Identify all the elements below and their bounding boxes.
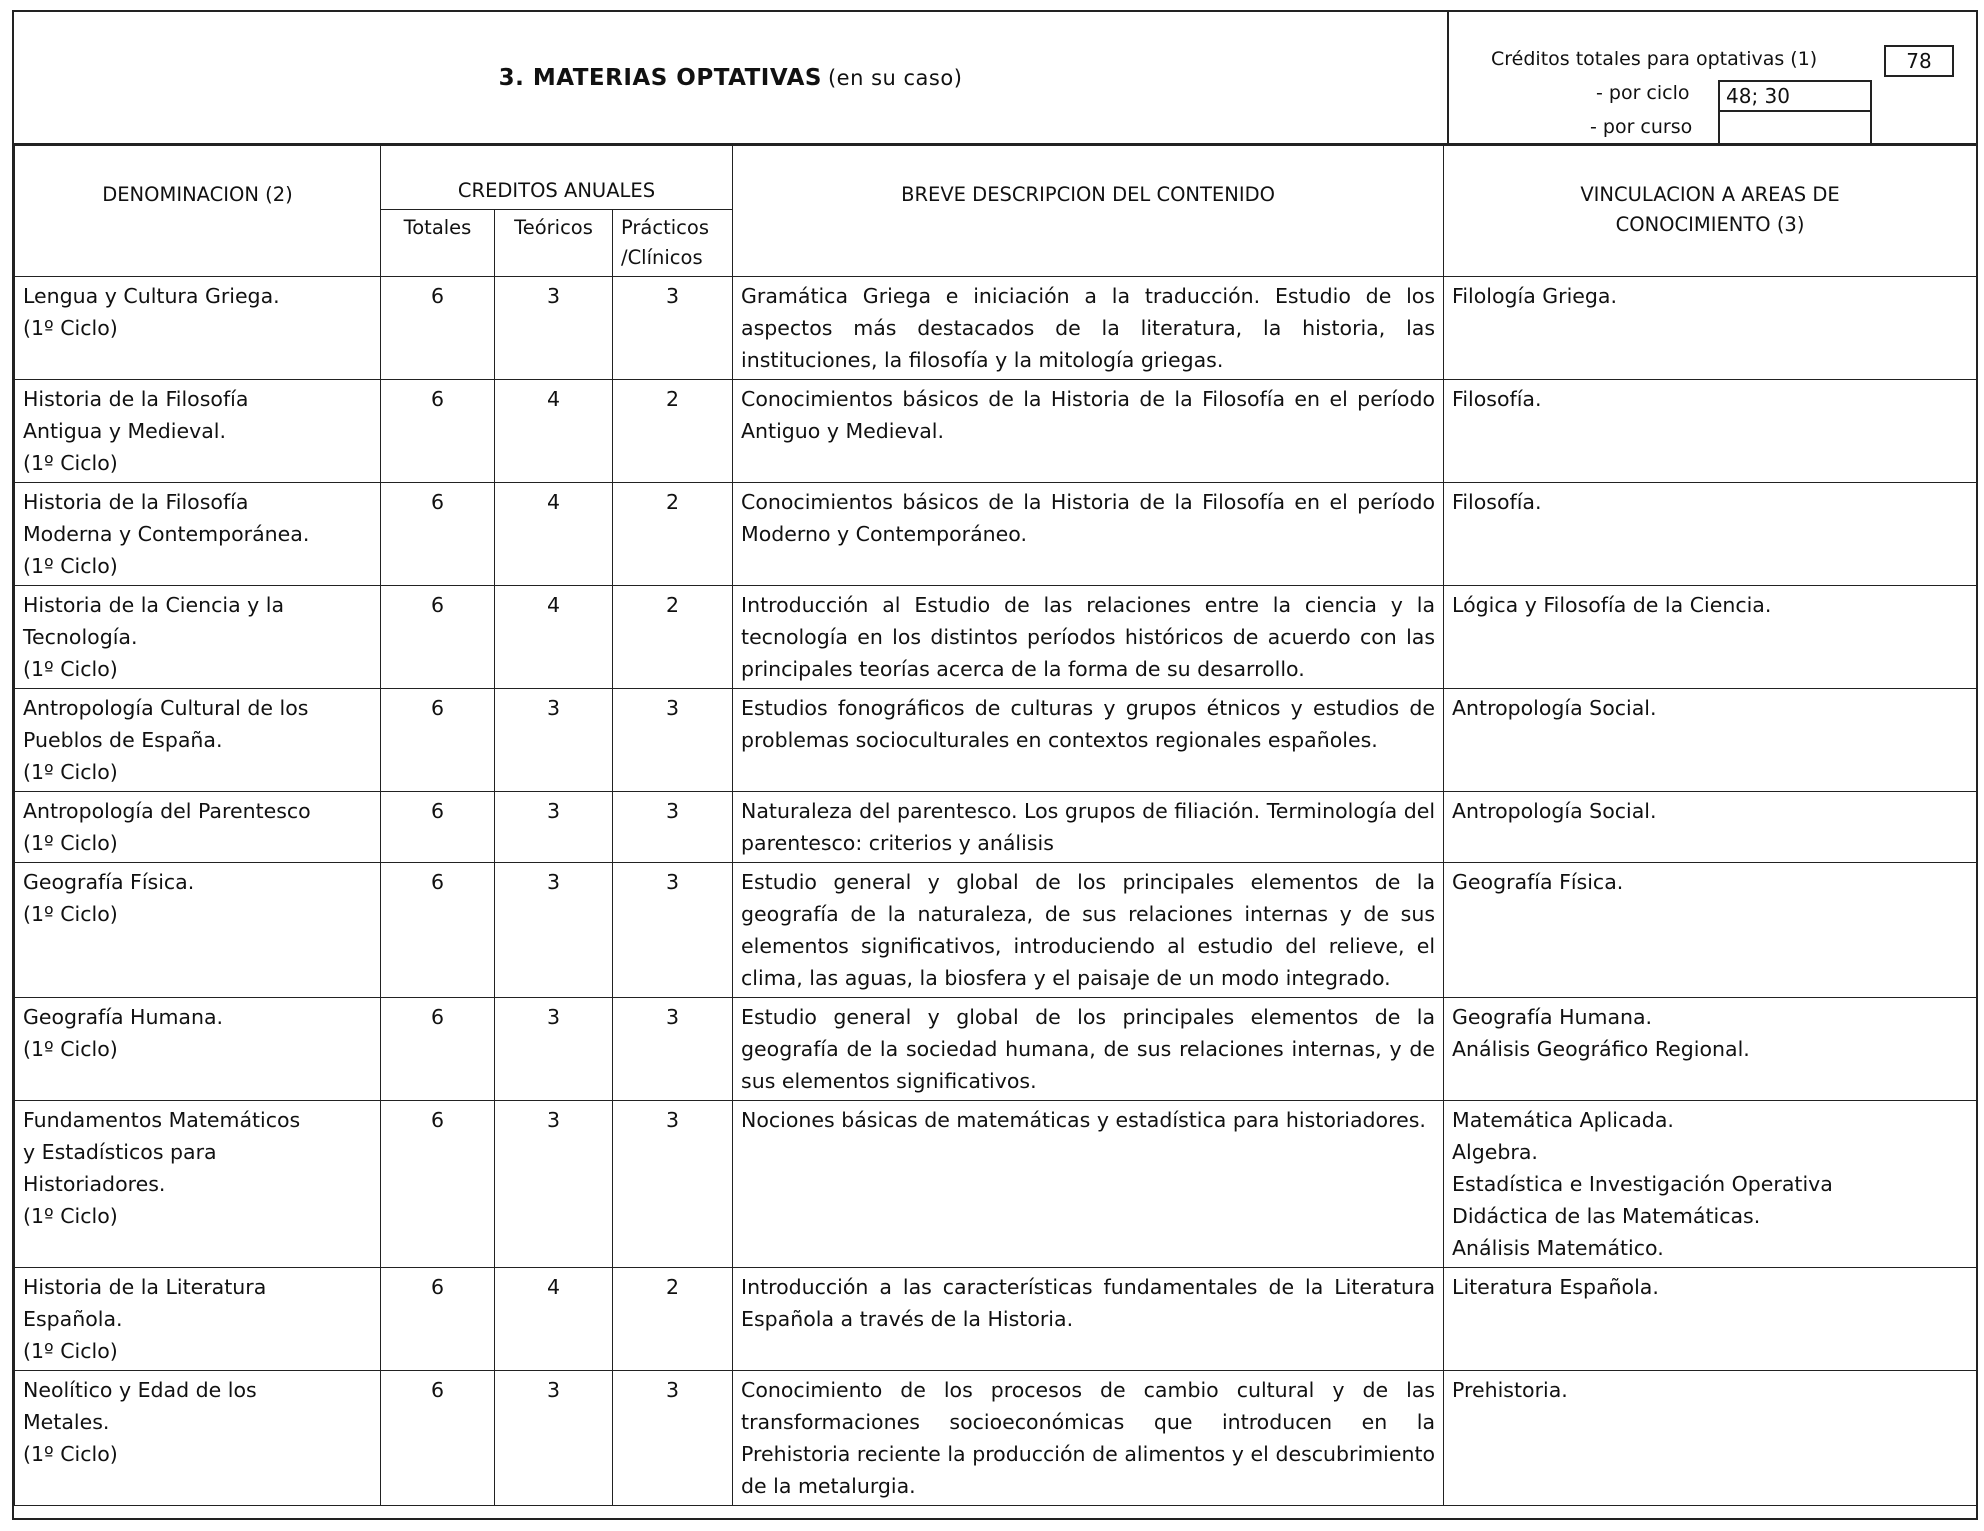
credits-practicos: 3 (613, 689, 733, 792)
credits-totales: 6 (381, 483, 495, 586)
knowledge-area: Matemática Aplicada. (1452, 1108, 1674, 1132)
col-teoricos-header: Teóricos (495, 210, 613, 277)
table-row (15, 689, 1977, 792)
subject-description: Conocimientos básicos de la Historia de la Filosofía en el período Moderno y Contemporáneo. (733, 483, 1444, 586)
credits-practicos: 3 (613, 1101, 733, 1268)
credits-totales: 6 (381, 792, 495, 863)
credits-practicos: 3 (613, 792, 733, 863)
subject-name (15, 483, 381, 586)
subject-name-line: Historia de la Literatura (23, 1275, 267, 1299)
optativas-table (14, 145, 1977, 1506)
credits-teoricos: 3 (495, 1371, 613, 1506)
credits-teoricos: 3 (495, 863, 613, 998)
subject-name-line: (1º Ciclo) (23, 1339, 118, 1363)
subject-name-line: (1º Ciclo) (23, 760, 118, 784)
table-row (15, 863, 1977, 998)
col-creditos-header: CREDITOS ANUALES (381, 146, 733, 210)
subject-name (15, 380, 381, 483)
subject-name-line: Historia de la Filosofía (23, 387, 249, 411)
col-denominacion-header: DENOMINACION (2) (15, 146, 381, 277)
knowledge-areas (1444, 1371, 1977, 1506)
col-vinculacion-header: VINCULACION A AREAS DE CONOCIMIENTO (3) (1444, 146, 1977, 277)
subject-description: Conocimientos básicos de la Historia de la Filosofía en el período Antiguo y Medieval. (733, 380, 1444, 483)
credits-totales: 6 (381, 1371, 495, 1506)
subject-description: Nociones básicas de matemáticas y estadística para historiadores. (733, 1101, 1444, 1268)
subject-description: Naturaleza del parentesco. Los grupos de filiación. Terminología del parentesco: criterios y análisis (733, 792, 1444, 863)
table-row (15, 586, 1977, 689)
subject-name (15, 1371, 381, 1506)
table-row (15, 1268, 1977, 1371)
per-ciclo-value: 48; 30 (1718, 80, 1872, 112)
subject-name-line: Moderna y Contemporánea. (23, 522, 310, 546)
credits-totales: 6 (381, 1101, 495, 1268)
section-title (14, 12, 1449, 143)
subject-name-line: Historia de la Filosofía (23, 490, 249, 514)
subject-name-line: Española. (23, 1307, 123, 1331)
credits-teoricos: 3 (495, 1101, 613, 1268)
knowledge-area: Didáctica de las Matemáticas. (1452, 1204, 1761, 1228)
table-body (15, 277, 1977, 1506)
subject-name (15, 863, 381, 998)
subject-name-line: Lengua y Cultura Griega. (23, 284, 280, 308)
subject-name (15, 586, 381, 689)
table-row (15, 483, 1977, 586)
knowledge-area: Análisis Geográfico Regional. (1452, 1037, 1750, 1061)
credits-totales: 6 (381, 689, 495, 792)
knowledge-areas (1444, 483, 1977, 586)
credits-totales: 6 (381, 277, 495, 380)
subject-name-line: Fundamentos Matemáticos (23, 1108, 301, 1132)
table-row (15, 277, 1977, 380)
section-title-text: 3. MATERIAS OPTATIVAS (498, 64, 822, 91)
knowledge-area: Estadística e Investigación Operativa (1452, 1172, 1833, 1196)
total-credits-value: 78 (1884, 45, 1954, 77)
knowledge-areas (1444, 998, 1977, 1101)
knowledge-areas (1444, 380, 1977, 483)
credits-teoricos: 3 (495, 689, 613, 792)
subject-name-line: (1º Ciclo) (23, 316, 118, 340)
credits-teoricos: 4 (495, 380, 613, 483)
subject-name-line: Geografía Humana. (23, 1005, 224, 1029)
subject-name-line: Antropología del Parentesco (23, 799, 311, 823)
knowledge-areas (1444, 863, 1977, 998)
subject-name-line: y Estadísticos para (23, 1140, 217, 1164)
knowledge-area: Algebra. (1452, 1140, 1538, 1164)
credits-totales: 6 (381, 998, 495, 1101)
knowledge-area: Filosofía. (1452, 387, 1542, 411)
credits-practicos: 3 (613, 277, 733, 380)
col-descripcion-header: BREVE DESCRIPCION DEL CONTENIDO (733, 146, 1444, 277)
knowledge-area: Antropología Social. (1452, 799, 1657, 823)
per-curso-value (1718, 110, 1872, 143)
knowledge-area: Literatura Española. (1452, 1275, 1659, 1299)
knowledge-areas (1444, 689, 1977, 792)
credits-practicos: 3 (613, 1371, 733, 1506)
subject-name-line: (1º Ciclo) (23, 1204, 118, 1228)
subject-name (15, 1268, 381, 1371)
table-row (15, 1371, 1977, 1506)
credits-teoricos: 4 (495, 1268, 613, 1371)
section-title-suffix: (en su caso) (827, 65, 963, 90)
knowledge-areas (1444, 1101, 1977, 1268)
subject-description: Conocimiento de los procesos de cambio cultural y de las transformaciones socioeconómicas que introducen en la Prehistoria reciente la producción de alimentos y el descubrimiento de la metalurgia. (733, 1371, 1444, 1506)
credits-totales: 6 (381, 380, 495, 483)
subject-name-line: (1º Ciclo) (23, 451, 118, 475)
subject-name-line: (1º Ciclo) (23, 831, 118, 855)
credits-practicos: 3 (613, 998, 733, 1101)
subject-name-line: Antropología Cultural de los (23, 696, 309, 720)
subject-name-line: (1º Ciclo) (23, 1037, 118, 1061)
subject-name-line: Antigua y Medieval. (23, 419, 227, 443)
credits-totales: 6 (381, 1268, 495, 1371)
table-row (15, 380, 1977, 483)
knowledge-area: Filología Griega. (1452, 284, 1618, 308)
knowledge-area: Geografía Física. (1452, 870, 1624, 894)
knowledge-area: Geografía Humana. (1452, 1005, 1653, 1029)
subject-description: Estudios fonográficos de culturas y grupos étnicos y estudios de problemas socioculturales en contextos regionales españoles. (733, 689, 1444, 792)
subject-name-line: Neolítico y Edad de los (23, 1378, 257, 1402)
credits-totales: 6 (381, 586, 495, 689)
subject-name (15, 689, 381, 792)
subject-name-line: (1º Ciclo) (23, 657, 118, 681)
knowledge-areas (1444, 586, 1977, 689)
subject-description: Gramática Griega e iniciación a la traducción. Estudio de los aspectos más destacados de la literatura, la historia, las instituciones, la filosofía y la mitología griegas. (733, 277, 1444, 380)
optativas-sheet (12, 10, 1978, 1520)
credits-teoricos: 4 (495, 483, 613, 586)
subject-description: Introducción a las características fundamentales de la Literatura Española a través de la Historia. (733, 1268, 1444, 1371)
subject-description: Estudio general y global de los principales elementos de la geografía de la naturaleza, de sus relaciones internas y de sus elementos significativos, introduciendo al estudio del relieve, el clima, las aguas, la biosfera y el paisaje de un modo integrado. (733, 863, 1444, 998)
subject-name-line: Historia de la Ciencia y la (23, 593, 285, 617)
credits-practicos: 2 (613, 483, 733, 586)
col-practicos-header: Prácticos /Clínicos (613, 210, 733, 277)
knowledge-area: Filosofía. (1452, 490, 1542, 514)
subject-name-line: Metales. (23, 1410, 110, 1434)
credits-practicos: 3 (613, 863, 733, 998)
header-bar (14, 12, 1976, 145)
credits-teoricos: 4 (495, 586, 613, 689)
per-ciclo-label: - por ciclo (1596, 82, 1690, 104)
table-row (15, 1101, 1977, 1268)
credits-practicos: 2 (613, 1268, 733, 1371)
knowledge-areas (1444, 792, 1977, 863)
subject-name-line: Historiadores. (23, 1172, 166, 1196)
knowledge-areas (1444, 1268, 1977, 1371)
subject-description: Introducción al Estudio de las relaciones entre la ciencia y la tecnología en los distintos períodos históricos de acuerdo con las principales teorías acerca de la forma de su desarrollo. (733, 586, 1444, 689)
subject-name-line: (1º Ciclo) (23, 1442, 118, 1466)
knowledge-areas (1444, 277, 1977, 380)
subject-name (15, 1101, 381, 1268)
subject-name (15, 998, 381, 1101)
subject-name (15, 277, 381, 380)
subject-name-line: (1º Ciclo) (23, 902, 118, 926)
subject-name-line: (1º Ciclo) (23, 554, 118, 578)
table-row (15, 998, 1977, 1101)
table-row (15, 792, 1977, 863)
col-totales-header: Totales (381, 210, 495, 277)
subject-name-line: Tecnología. (23, 625, 138, 649)
per-curso-label: - por curso (1590, 116, 1693, 138)
subject-name-line: Geografía Física. (23, 870, 195, 894)
credits-teoricos: 3 (495, 792, 613, 863)
credits-teoricos: 3 (495, 277, 613, 380)
knowledge-area: Antropología Social. (1452, 696, 1657, 720)
knowledge-area: Análisis Matemático. (1452, 1236, 1664, 1260)
credits-totales: 6 (381, 863, 495, 998)
credits-practicos: 2 (613, 586, 733, 689)
credits-summary (1449, 12, 1978, 143)
subject-name-line: Pueblos de España. (23, 728, 223, 752)
credits-practicos: 2 (613, 380, 733, 483)
knowledge-area: Prehistoria. (1452, 1378, 1568, 1402)
subject-name (15, 792, 381, 863)
header-row-1 (15, 146, 1977, 210)
credits-teoricos: 3 (495, 998, 613, 1101)
total-credits-label: Créditos totales para optativas (1) (1491, 48, 1818, 70)
knowledge-area: Lógica y Filosofía de la Ciencia. (1452, 593, 1772, 617)
subject-description: Estudio general y global de los principales elementos de la geografía de la sociedad humana, de sus relaciones internas, y de sus elementos significativos. (733, 998, 1444, 1101)
